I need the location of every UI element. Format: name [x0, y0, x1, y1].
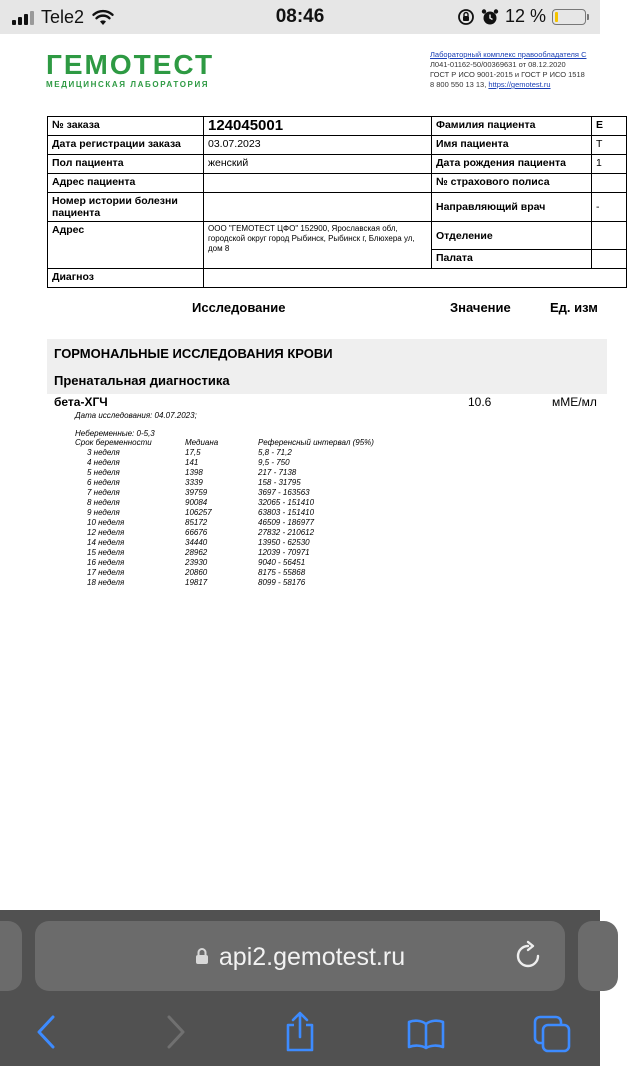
diagnosis-value [204, 269, 627, 288]
back-icon[interactable] [34, 1014, 58, 1050]
reference-row [75, 548, 418, 558]
ref-interval: 158 - 31795 [258, 478, 301, 487]
table-row [48, 136, 627, 155]
doctor-label: Направляющий врач [432, 193, 592, 222]
reference-row [75, 478, 418, 488]
ref-interval: 27832 - 210612 [258, 528, 315, 537]
ref-term: 15 неделя [87, 548, 125, 557]
reference-row [75, 568, 418, 578]
surname-label: Фамилия пациента [432, 117, 592, 136]
ref-term: 6 неделя [87, 478, 120, 487]
diagnosis-label: Диагноз [48, 269, 204, 288]
ward-value [592, 250, 627, 269]
ref-median: 17,5 [185, 448, 201, 457]
ref-median: 20860 [185, 568, 208, 577]
ref-interval: 63803 - 151410 [258, 508, 315, 517]
ref-term: 5 неделя [87, 468, 120, 477]
logo-main: ГЕМОТЕСТ [46, 49, 215, 80]
column-value: Значение [450, 300, 511, 315]
ref-interval: 8099 - 58176 [258, 578, 306, 587]
name-value: Т [592, 136, 627, 155]
ref-term: 12 неделя [87, 528, 125, 537]
gemotest-logo [46, 51, 214, 89]
ref-interval: 8175 - 55868 [258, 568, 306, 577]
lab-website-link[interactable]: https://gemotest.ru [488, 80, 551, 89]
carrier-name: Tele2 [41, 7, 85, 27]
wifi-icon [92, 10, 114, 26]
birth-label: Дата рождения пациента [432, 155, 592, 174]
ref-header-median: Медиана [185, 438, 219, 447]
ref-header-interval: Референсный интервал (95%) [258, 438, 374, 447]
lab-info [430, 50, 586, 90]
address-label: Адрес [48, 222, 204, 269]
ref-median: 28962 [185, 548, 208, 557]
ref-median: 85172 [185, 518, 208, 527]
lock-icon [195, 947, 209, 965]
test-value: 10.6 [468, 395, 492, 409]
reg-date-value: 03.07.2023 [204, 136, 432, 155]
ref-interval: 217 - 7138 [258, 468, 297, 477]
history-label: Номер истории болезни пациента [48, 193, 204, 222]
logo-sub: МЕДИЦИНСКАЯ ЛАБОРАТОРИЯ [46, 80, 210, 89]
history-value [204, 193, 432, 222]
ref-median: 19817 [185, 578, 208, 587]
order-label: № заказа [48, 117, 204, 136]
table-row [48, 193, 627, 222]
ref-median: 3339 [185, 478, 203, 487]
reference-row [75, 558, 418, 568]
ward-label: Палата [432, 250, 592, 269]
forward-icon[interactable] [164, 1014, 188, 1050]
reference-row [75, 538, 418, 548]
patient-address-label: Адрес пациента [48, 174, 204, 193]
table-row [48, 222, 627, 250]
carrier [12, 7, 114, 28]
battery-icon [552, 9, 586, 25]
orientation-lock-icon [457, 8, 475, 26]
ref-term: 16 неделя [87, 558, 125, 567]
reference-row [75, 488, 418, 498]
order-number: 124045001 [208, 117, 284, 134]
reference-row [75, 458, 418, 468]
ref-median: 1398 [185, 468, 203, 477]
ref-term: 18 неделя [87, 578, 125, 587]
ref-median: 34440 [185, 538, 208, 547]
patient-info-table [47, 116, 627, 288]
ref-median: 141 [185, 458, 199, 467]
department-value [592, 222, 627, 250]
ref-interval: 5,8 - 71,2 [258, 448, 292, 457]
name-label: Имя пациента [432, 136, 592, 155]
reference-row [75, 578, 418, 588]
section-title: ГОРМОНАЛЬНЫЕ ИССЛЕДОВАНИЯ КРОВИ [54, 346, 333, 361]
reference-row [75, 468, 418, 478]
non-pregnant-ref: Небеременные: 0-5,3 [75, 429, 155, 438]
order-value-cell [204, 117, 432, 136]
table-row [48, 117, 627, 136]
address-value: ООО "ГЕМОТЕСТ ЦФО" 152900, Ярославская обл, городской округ город Рыбинск, Рыбинск г, Блюхера ул, дом 8 [208, 224, 415, 253]
ref-term: 7 неделя [87, 488, 120, 497]
reload-icon[interactable] [513, 941, 543, 971]
reference-row [75, 448, 418, 458]
ref-interval: 46509 - 186977 [258, 518, 315, 527]
subsection-title: Пренатальная диагностика [54, 373, 230, 388]
ref-interval: 32065 - 151410 [258, 498, 315, 507]
ref-median: 66676 [185, 528, 208, 537]
status-bar [0, 0, 600, 34]
ref-interval: 13950 - 62530 [258, 538, 310, 547]
ref-median: 23930 [185, 558, 208, 567]
patient-address-value [204, 174, 432, 193]
next-tab-preview[interactable] [578, 921, 618, 991]
column-test: Исследование [192, 300, 286, 315]
surname-value: Е [592, 117, 627, 136]
lab-report [0, 34, 604, 910]
insurance-label: № страхового полиса [432, 174, 592, 193]
birth-value: 1 [592, 155, 627, 174]
alarm-icon [481, 8, 499, 26]
reference-row [75, 518, 418, 528]
ref-header-term: Срок беременности [75, 438, 152, 447]
previous-tab-preview[interactable] [0, 921, 22, 991]
table-row [48, 174, 627, 193]
ref-term: 17 неделя [87, 568, 125, 577]
ref-term: 14 неделя [87, 538, 125, 547]
lab-info-line2: Л041-01162-50/00369631 от 08.12.2020 [430, 60, 566, 69]
sex-value: женский [204, 155, 432, 174]
department-label: Отделение [432, 222, 592, 250]
status-right [457, 6, 586, 27]
reg-date-label: Дата регистрации заказа [48, 136, 204, 155]
bookmarks-icon[interactable] [406, 1018, 446, 1050]
address-bar[interactable] [35, 921, 565, 991]
lab-phone: 8 800 550 13 13, [430, 80, 487, 89]
sex-label: Пол пациента [48, 155, 204, 174]
column-unit: Ед. изм [550, 300, 598, 315]
ref-median: 90084 [185, 498, 208, 507]
url-text: api2.gemotest.ru [218, 943, 406, 971]
insurance-value [592, 174, 627, 193]
reference-header-row [75, 438, 418, 448]
ref-interval: 9040 - 56451 [258, 558, 306, 567]
doctor-value: - [592, 193, 627, 222]
ref-median: 39759 [185, 488, 208, 497]
lab-info-line3: ГОСТ Р ИСО 9001-2015 и ГОСТ Р ИСО 1518 [430, 70, 585, 79]
ref-term: 10 неделя [87, 518, 125, 527]
address-value-cell [204, 222, 432, 269]
reference-table [75, 438, 418, 588]
ref-term: 8 неделя [87, 498, 120, 507]
reference-row [75, 508, 418, 518]
ref-term: 4 неделя [87, 458, 120, 467]
ref-interval: 12039 - 70971 [258, 548, 310, 557]
test-date: Дата исследования: 04.07.2023; [75, 411, 197, 420]
ref-interval: 3697 - 163563 [258, 488, 310, 497]
ref-term: 3 неделя [87, 448, 120, 457]
lab-info-line1[interactable]: Лабораторный комплекс правообладателя С [430, 50, 587, 59]
table-row [48, 269, 627, 288]
share-icon[interactable] [284, 1010, 316, 1052]
clock: 08:46 [275, 6, 325, 27]
ref-term: 9 неделя [87, 508, 120, 517]
browser-chrome [0, 910, 600, 1066]
tabs-icon[interactable] [532, 1014, 572, 1054]
reference-row [75, 528, 418, 538]
signal-icon [12, 11, 34, 25]
test-name: бета-ХГЧ [54, 395, 108, 409]
ref-median: 106257 [185, 508, 212, 517]
battery-percent: 12 % [504, 6, 546, 26]
table-row [48, 155, 627, 174]
test-unit: мМЕ/мл [552, 395, 597, 409]
lab-info-line4 [430, 80, 586, 90]
reference-row [75, 498, 418, 508]
url-display[interactable] [35, 943, 565, 972]
ref-interval: 9,5 - 750 [258, 458, 290, 467]
